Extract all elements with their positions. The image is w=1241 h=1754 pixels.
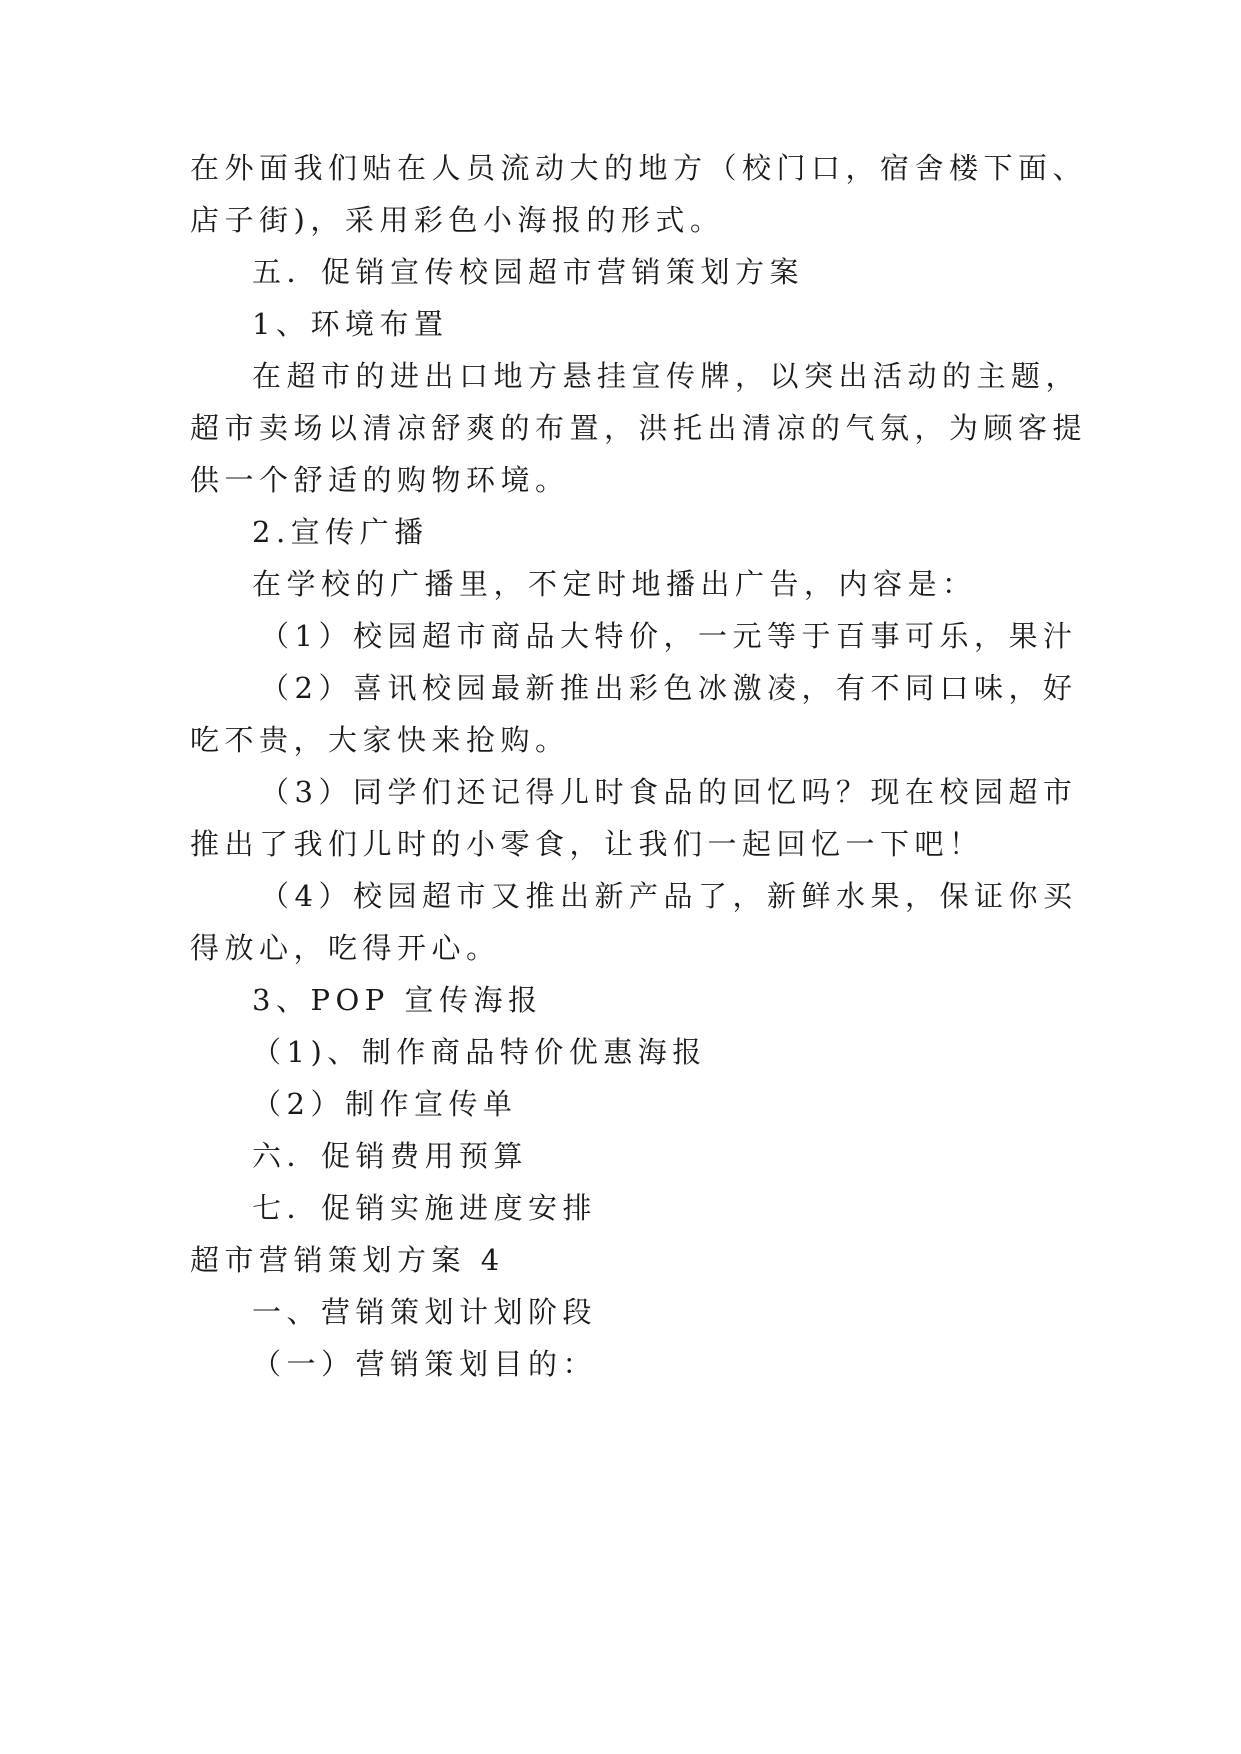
text-line: 在学校的广播里，不定时地播出广告，内容是：	[252, 567, 977, 601]
section-heading: 六．促销费用预算	[252, 1139, 529, 1173]
list-item: （1)、制作商品特价优惠海报	[252, 1035, 707, 1069]
text-line: 在外面我们贴在人员流动大的地方（校门口，宿舍楼下面、	[190, 151, 1088, 185]
document-title: 超市营销策划方案 4	[190, 1243, 505, 1277]
list-item: （3）同学们还记得儿时食品的回忆吗？现在校园超市	[260, 775, 1078, 809]
text-line: 吃不贵，大家快来抢购。	[190, 723, 570, 757]
list-item: （2）制作宣传单	[252, 1087, 518, 1121]
list-item: （2）喜讯校园最新推出彩色冰激凌，有不同口味，好	[260, 671, 1078, 705]
list-item: （4）校园超市又推出新产品了，新鲜水果，保证你买	[260, 879, 1078, 913]
subsection-heading: 1、环境布置	[252, 307, 449, 341]
text-line: 供一个舒适的购物环境。	[190, 463, 570, 497]
subsection-heading: 3、POP 宣传海报	[252, 983, 543, 1017]
subsection-heading: （一）营销策划目的：	[252, 1347, 598, 1381]
text-line: 推出了我们儿时的小零食，让我们一起回忆一下吧！	[190, 827, 984, 861]
section-heading: 一、营销策划计划阶段	[252, 1295, 598, 1329]
section-heading: 七．促销实施进度安排	[252, 1191, 598, 1225]
text-line: 店子街)，采用彩色小海报的形式。	[190, 203, 725, 237]
text-line: 得放心，吃得开心。	[190, 931, 501, 965]
text-line: 在超市的进出口地方悬挂宣传牌，以突出活动的主题，	[252, 359, 1081, 393]
list-item: （1）校园超市商品大特价，一元等于百事可乐，果汁	[260, 619, 1078, 653]
subsection-heading: 2.宣传广播	[252, 515, 429, 549]
text-line: 超市卖场以清凉舒爽的布置，洪托出清凉的气氛，为顾客提	[190, 411, 1088, 445]
section-heading: 五．促销宣传校园超市营销策划方案	[252, 255, 805, 289]
